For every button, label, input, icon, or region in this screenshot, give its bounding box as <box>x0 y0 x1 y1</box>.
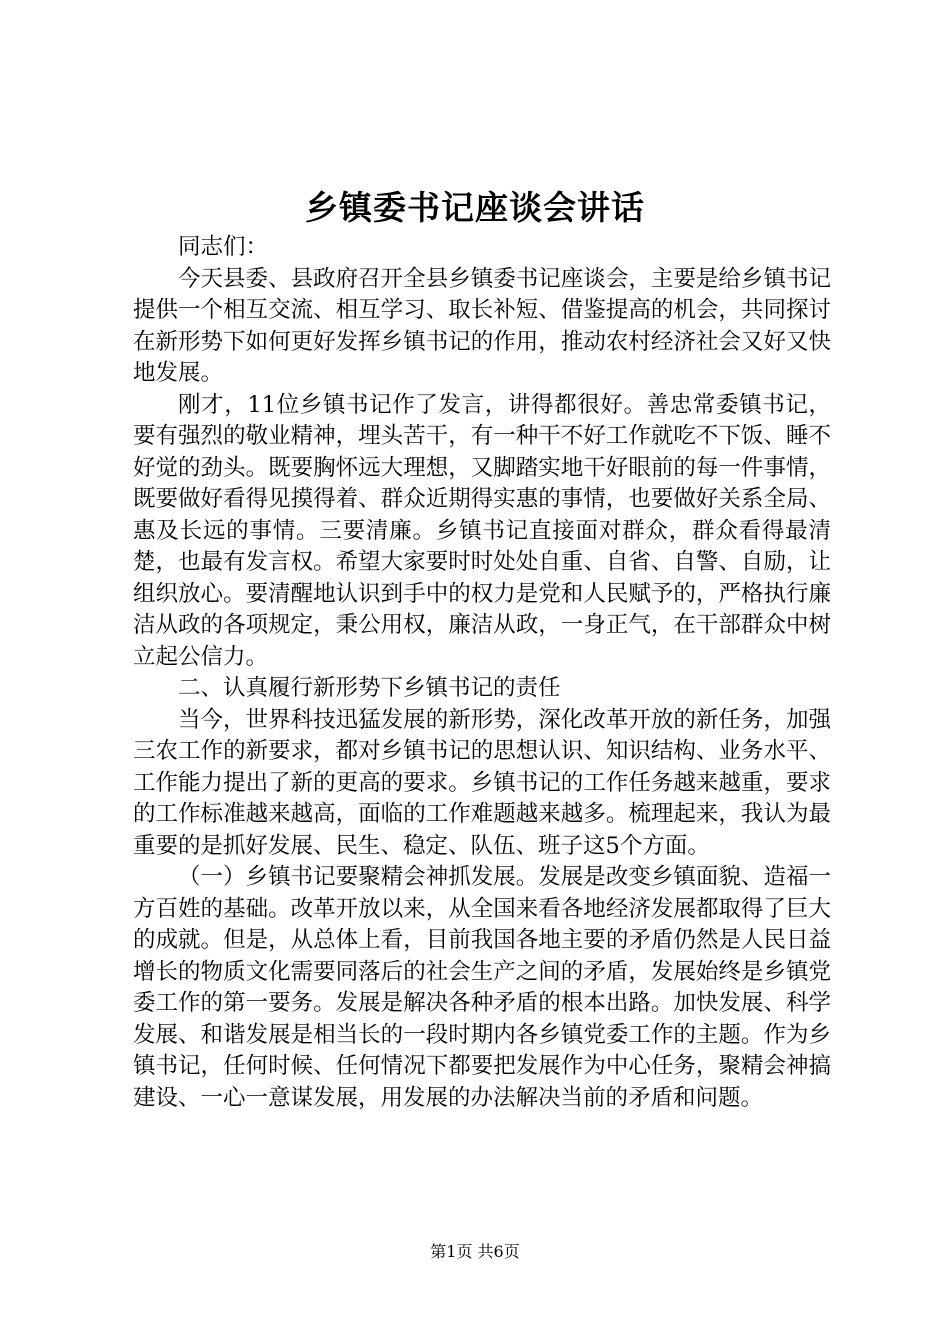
paragraph-responsibilities: 当今，世界科技迅猛发展的新形势，深化改革开放的新任务，加强三农工作的新要求，都对乡镇书记的思想认识、知识结构、业务水平、工作能力提出了新的更高的要求。乡镇书记的工作任务越来越重，要求的工作标准越来越高，面临的工作难题越来越多。梳理起来，我认为最重要的是抓好发展、民生、稳定、队伍、班子这5个方面。 <box>133 706 831 859</box>
paragraph-intro: 今天县委、县政府召开全县乡镇委书记座谈会，主要是给乡镇书记提供一个相互交流、相互学习、取长补短、借鉴提高的机会，共同探讨在新形势下如何更好发挥乡镇书记的作用，推动农村经济社会又好又快地发展。 <box>133 265 831 386</box>
document-title: 乡镇委书记座谈会讲话 <box>305 188 645 227</box>
salutation: 同志们： <box>178 234 269 260</box>
paragraph-speeches: 刚才，11位乡镇书记作了发言，讲得都很好。善忠常委镇书记，要有强烈的敬业精神，埋头苦干，有一种干不好工作就吃不下饭、睡不好觉的劲头。既要胸怀远大理想，又脚踏实地干好眼前的每一件事情，既要做好看得见摸得着、群众近期得实惠的事情，也要做好关系全局、惠及长远的事情。三要清廉。乡镇书记直接面对群众，群众看得最清楚，也最有发言权。希望大家要时时处处自重、自省、自警、自励，让组织放心。要清醒地认识到手中的权力是党和人民赋予的，严格执行廉洁从政的各项规定，秉公用权，廉洁从政，一身正气，在干部群众中树立起公信力。 <box>133 391 831 670</box>
page-number-footer: 第1页 共6页 <box>430 1242 520 1261</box>
document-body <box>133 232 831 1114</box>
paragraph-development: （一）乡镇书记要聚精会神抓发展。发展是改变乡镇面貌、造福一方百姓的基础。改革开放以来，从全国来看各地经济发展都取得了巨大的成就。但是，从总体上看，目前我国各地主要的矛盾仍然是人民日益增长的物质文化需要同落后的社会生产之间的矛盾，发展始终是乡镇党委工作的第一要务。发展是解决各种矛盾的根本出路。加快发展、科学发展、和谐发展是相当长的一段时期内各乡镇党委工作的主题。作为乡镇书记，任何时候、任何情况下都要把发展作为中心任务，聚精会神搞建设、一心一意谋发展，用发展的办法解决当前的矛盾和问题。 <box>133 864 831 1111</box>
section-heading: 二、认真履行新形势下乡镇书记的责任 <box>178 675 561 701</box>
